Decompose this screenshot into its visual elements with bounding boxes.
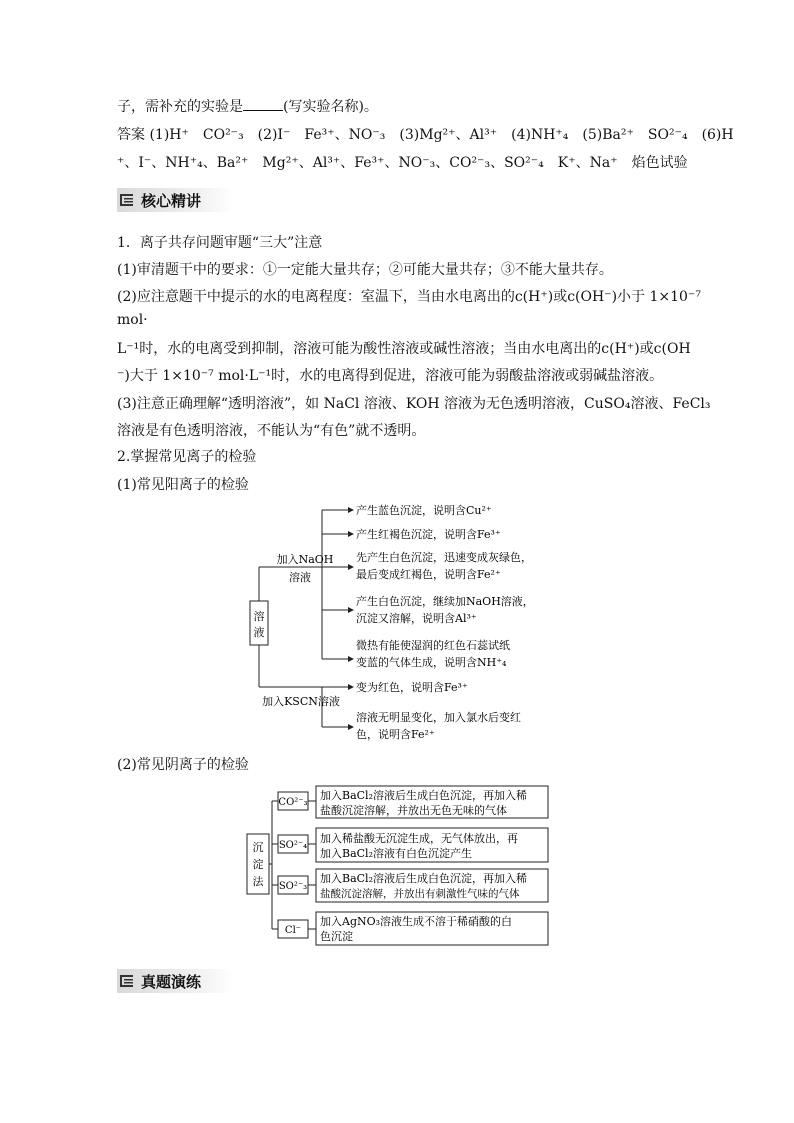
result-fe2-1: 先产生白色沉淀，迅速变成灰绿色， bbox=[356, 551, 532, 564]
section-heading-core bbox=[117, 188, 235, 212]
list-icon bbox=[120, 975, 133, 987]
answer-line-1: 答案 (1)H⁺ CO²⁻₃ (2)I⁻ Fe³⁺、NO⁻₃ (3)Mg²⁺、Al³⁺ (4)NH⁺₄ (5)Ba²⁺ SO²⁻₄ (6)H bbox=[117, 127, 734, 143]
section-heading-exam bbox=[117, 969, 235, 993]
paragraph: (1)审清题干中的要求：①一定能大量共存；②可能大量共存；③不能大量共存。 bbox=[117, 262, 613, 278]
paragraph: mol· bbox=[117, 312, 148, 328]
result-fe3: 产生红褐色沉淀，说明含Fe³⁺ bbox=[356, 528, 501, 541]
answer-line-2: ⁺、I⁻、NH⁺₄、Ba²⁺ Mg²⁺、Al³⁺、Fe³⁺、NO⁻₃、CO²⁻₃、SO²⁻₄ K⁺、Na⁺ 焰色试验 bbox=[117, 155, 688, 171]
result-cl-2: 色沉淀 bbox=[320, 930, 353, 943]
svg-text:沉: 沉 bbox=[252, 841, 264, 854]
result-co3-1: 加入BaCl₂溶液后生成白色沉淀，再加入稀 bbox=[320, 789, 527, 802]
svg-text:法: 法 bbox=[252, 875, 264, 888]
subheading: (2)常见阴离子的检验 bbox=[117, 757, 249, 773]
paragraph: ⁻)大于 1×10⁻⁷ mol·L⁻¹时，水的电离得到促进，溶液可能为弱酸盐溶液或弱碱盐溶液。 bbox=[117, 368, 664, 384]
result-al-2: 沉淀又溶解，说明含Al³⁺ bbox=[356, 612, 477, 625]
ion-co3: CO²⁻₃ bbox=[278, 797, 308, 808]
paragraph: L⁻¹时，水的电离受到抑制，溶液可能为酸性溶液或碱性溶液；当由水电离出的c(H⁺)或c(OH bbox=[117, 341, 691, 357]
answer-blank bbox=[243, 98, 283, 111]
paragraph: (2)应注意题干中提示的水的电离程度：室温下，当由水电离出的c(H⁺)或c(OH⁻)小于 1×10⁻⁷ bbox=[117, 289, 701, 305]
intro-line: 子，需补充的实验是 (写实验名称)。 bbox=[117, 99, 378, 115]
ion-so3: SO²⁻₃ bbox=[278, 881, 308, 892]
branch-naoh-label: 加入NaOH bbox=[276, 553, 334, 566]
result-nh4-2: 变蓝的气体生成，说明含NH⁺₄ bbox=[356, 656, 507, 669]
result-co3-2: 盐酸沉淀溶解，并放出无色无味的气体 bbox=[320, 804, 507, 817]
result-so4-2: 加入BaCl₂溶液有白色沉淀产生 bbox=[320, 847, 472, 860]
result-cl-1: 加入AgNO₃溶液生成不溶于稀硝酸的白 bbox=[320, 915, 513, 928]
cation-test-diagram bbox=[240, 497, 570, 745]
result-kscn-fe2-2: 色，说明含Fe²⁺ bbox=[356, 728, 435, 741]
result-so3-2: 盐酸沉淀溶解，并放出有刺激性气味的气体 bbox=[320, 888, 520, 900]
svg-text:液: 液 bbox=[253, 626, 265, 639]
section-title: 核心精讲 bbox=[141, 192, 202, 210]
svg-text:淀: 淀 bbox=[252, 858, 264, 871]
anion-test-diagram bbox=[244, 784, 554, 946]
result-al-1: 产生白色沉淀，继续加NaOH溶液， bbox=[356, 595, 534, 608]
ion-cl: Cl⁻ bbox=[284, 925, 302, 936]
paragraph: 1．离子共存问题审题“三大”注意 bbox=[117, 235, 323, 251]
answer-label: 答案 bbox=[117, 127, 145, 143]
result-so3-1: 加入BaCl₂溶液后生成白色沉淀，再加入稀 bbox=[320, 872, 527, 885]
result-kscn-fe3: 变为红色，说明含Fe³⁺ bbox=[356, 681, 468, 694]
branch-naoh-label-2: 溶液 bbox=[289, 571, 311, 584]
subheading: 2.掌握常见离子的检验 bbox=[117, 449, 257, 465]
result-so4-1: 加入稀盐酸无沉淀生成，无气体放出，再 bbox=[320, 832, 518, 845]
branch-kscn-label: 加入KSCN溶液 bbox=[262, 695, 340, 708]
subheading: (1)常见阳离子的检验 bbox=[117, 477, 249, 493]
result-kscn-fe2-1: 溶液无明显变化，加入氯水后变红 bbox=[356, 711, 521, 724]
root-label: 溶 bbox=[253, 610, 265, 623]
section-title: 真题演练 bbox=[141, 973, 202, 991]
paragraph: 溶液是有色透明溶液，不能认为“有色”就不透明。 bbox=[117, 423, 426, 439]
list-icon bbox=[120, 194, 133, 206]
paragraph: (3)注意正确理解“透明溶液”，如 NaCl 溶液、KOH 溶液为无色透明溶液，CuSO₄溶液、FeCl₃ bbox=[117, 396, 711, 412]
result-fe2-2: 最后变成红褐色，说明含Fe²⁺ bbox=[356, 568, 501, 581]
result-cu: 产生蓝色沉淀，说明含Cu²⁺ bbox=[356, 504, 492, 517]
result-nh4-1: 微热有能使湿润的红色石蕊试纸 bbox=[356, 639, 510, 652]
ion-so4: SO²⁻₄ bbox=[278, 840, 308, 851]
